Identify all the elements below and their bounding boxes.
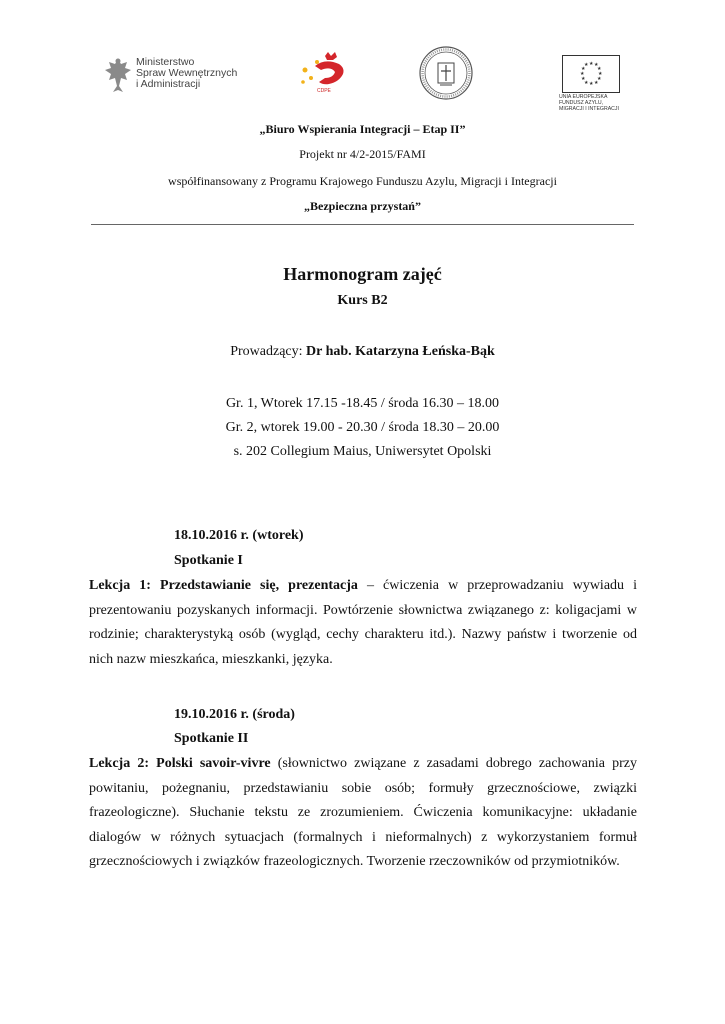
location-line: s. 202 Collegium Maius, Uniwersytet Opolski <box>233 444 492 459</box>
svg-text:★: ★ <box>597 66 602 72</box>
eu-caption-line: UNIA EUROPEJSKA <box>559 94 608 100</box>
svg-text:★: ★ <box>598 71 603 77</box>
svg-text:★: ★ <box>594 80 599 86</box>
document-subtitle: Kurs B2 <box>337 293 388 308</box>
instructor-line <box>0 344 725 360</box>
eu-caption-line: FUNDUSZ AZYLU, <box>559 100 604 106</box>
cofinancing-note: współfinansowany z Programu Krajowego Funduszu Azylu, Migracji i Integracji <box>168 174 557 188</box>
svg-text:★: ★ <box>581 76 586 82</box>
eu-flag-icon <box>562 55 620 93</box>
svg-text:★: ★ <box>589 81 594 87</box>
lesson-body: – ćwiczenia w przeprowadzaniu wywiadu i prezentowaniu pozyskanych informacji. Powtórzenie słownictwa związanego z: koligacjami w rodzinie; charakterystyką osób (wygląd, cechy charakteru itd.). Nazwy państw i tworzenie od nich nazw mieszkańca, mieszkanki, języka. <box>89 578 637 667</box>
session-name: Spotkanie I <box>174 553 243 568</box>
lesson-body: (słownictwo związane z zasadami dobrego zachowania przy powitaniu, pożegnaniu, przedstawianiu sobie osób; formuły grzecznościowe, związki frazeologiczne). Słuchanie tekstu ze zrozumieniem. Ćwiczenia komunikacyjne: układanie dialogów w różnych sytuacjach (formalnych i nieformalnych) z wykorzystaniem formuł grzecznościowych i związków frazeologicznych. Tworzenie rzeczowników od przymiotników. <box>89 756 637 869</box>
ministry-text-line: Spraw Wewnętrznych <box>136 67 238 79</box>
lesson-title: Lekcja 2: Polski savoir-vivre <box>89 756 271 771</box>
ministry-text-line: i Administracji <box>136 78 201 90</box>
eagle-emblem-icon <box>103 56 133 96</box>
session-date: 19.10.2016 r. (środa) <box>174 707 295 722</box>
lesson-description <box>89 752 637 875</box>
ministry-logo <box>103 56 253 98</box>
university-seal-icon <box>418 45 474 101</box>
project-number: Projekt nr 4/2-2015/FAMI <box>299 147 426 161</box>
schedule-line: Gr. 2, wtorek 19.00 - 20.30 / środa 18.30 – 20.00 <box>225 420 500 435</box>
session-date: 18.10.2016 r. (wtorek) <box>174 528 304 543</box>
cdpe-eagle-icon <box>295 52 355 92</box>
header-divider <box>91 224 634 225</box>
university-seal-logo <box>418 45 474 101</box>
eu-caption-line: MIGRACJI I INTEGRACJI <box>559 106 619 112</box>
project-title: „Biuro Wspierania Integracji – Etap II” <box>259 122 466 136</box>
eu-logo <box>559 55 623 117</box>
svg-text:★: ★ <box>581 66 586 72</box>
instructor-name: Dr hab. Katarzyna Łeńska-Bąk <box>306 344 495 359</box>
schedule-line: Gr. 1, Wtorek 17.15 -18.45 / środa 16.30 – 18.00 <box>225 396 500 411</box>
svg-text:★: ★ <box>580 71 585 77</box>
lesson-title: Lekcja 1: Przedstawianie się, prezentacja <box>89 578 358 593</box>
cdpe-logo <box>295 52 355 98</box>
document-title: Harmonogram zajęć <box>283 264 442 284</box>
instructor-label: Prowadzący: <box>230 344 307 359</box>
session-name: Spotkanie II <box>174 731 249 746</box>
svg-text:★: ★ <box>584 80 589 86</box>
svg-text:★: ★ <box>584 62 589 68</box>
svg-text:★: ★ <box>589 61 594 67</box>
svg-text:★: ★ <box>597 76 602 82</box>
ministry-text-line: Ministerstwo <box>136 56 195 68</box>
cdpe-caption: CDPE <box>317 88 331 94</box>
project-name: „Bezpieczna przystań” <box>304 199 421 213</box>
svg-text:★: ★ <box>594 62 599 68</box>
lesson-description <box>89 574 637 672</box>
